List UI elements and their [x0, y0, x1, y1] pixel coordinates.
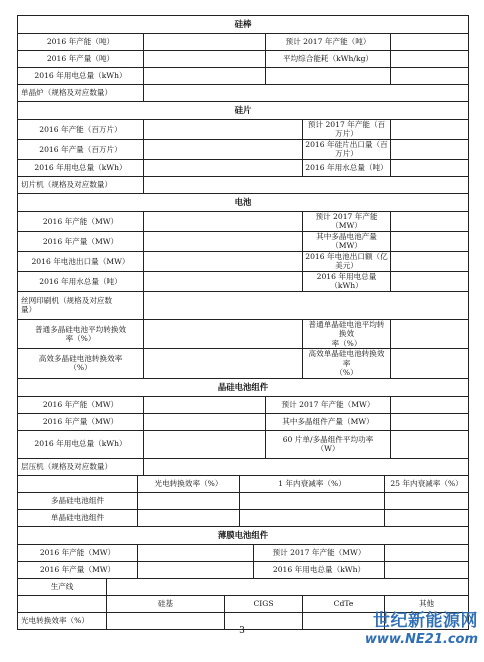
- label-line: 普通多晶硅电池平均转换效: [34, 324, 127, 334]
- field-module-mono-decay-25y[interactable]: [385, 509, 469, 526]
- label-line: （%）: [335, 368, 358, 378]
- field-module-laminator[interactable]: [144, 458, 469, 475]
- label-cell-export-qty: 2016 年电池出口量（MW）: [18, 251, 144, 271]
- label-cell-printer: [18, 291, 144, 319]
- label-cell-output-2016: 2016 年产量（MW）: [18, 231, 144, 251]
- label-cell-export-value: 2016 年电池出口额（亿美元）: [303, 251, 391, 271]
- blank-cell: [391, 68, 469, 85]
- col-header-module-efficiency: 光电转换效率（%）: [138, 475, 240, 492]
- field-thin-output-2016[interactable]: [138, 561, 254, 578]
- label-cell-capacity-2017: 预计 2017 年产能（MW）: [303, 211, 391, 231]
- label-module-mono-row: 单晶硅电池组件: [18, 509, 138, 526]
- label-module-multi-output: 其中多晶组件产量（MW）: [266, 413, 391, 430]
- field-thin-line[interactable]: [107, 578, 469, 595]
- field-module-capacity-2017[interactable]: [391, 396, 469, 413]
- label-module-capacity-2016: 2016 年产能（MW）: [18, 396, 144, 413]
- field-module-multi-decay-1y[interactable]: [240, 492, 385, 509]
- field-cell-multi-output[interactable]: [391, 231, 469, 251]
- field-rod-power-2016[interactable]: [144, 68, 266, 85]
- field-cell-export-value[interactable]: [391, 251, 469, 271]
- blank-cell: [18, 475, 138, 492]
- field-module-mono-decay-1y[interactable]: [240, 509, 385, 526]
- col-header-thin-si: 硅基: [107, 595, 225, 612]
- page-number: 3: [239, 626, 245, 636]
- section-title-cell: 电池: [18, 193, 469, 211]
- label-module-60cell-power: [266, 430, 391, 458]
- label-cell-std-mono-eff: [303, 319, 391, 348]
- field-module-multi-decay-25y[interactable]: [385, 492, 469, 509]
- field-cell-export-qty[interactable]: [144, 251, 303, 271]
- label-thin-power-2016: 2016 年用电总量（kWh）: [254, 561, 385, 578]
- field-wafer-capacity-2017[interactable]: [391, 120, 469, 140]
- field-cell-hi-multi-eff[interactable]: [144, 349, 303, 378]
- field-cell-capacity-2017[interactable]: [391, 211, 469, 231]
- label-line: 高效多晶硅电池转换效率: [38, 354, 123, 363]
- watermark-url: www.NE21.com: [364, 632, 478, 647]
- blank-cell: [266, 68, 391, 85]
- field-wafer-export-2016[interactable]: [391, 139, 469, 159]
- label-wafer-export-2016: 2016 年硅片出口量（百万片）: [303, 139, 391, 159]
- label-line: 普通单晶硅电池平均转换效: [308, 319, 385, 339]
- field-wafer-slicer[interactable]: [144, 176, 469, 193]
- label-cell-std-multi-eff: [18, 319, 144, 348]
- label-cell-multi-output: 其中多晶电池产量（MW）: [303, 231, 391, 251]
- label-wafer-output-2016: 2016 年产量（百万片）: [18, 139, 144, 159]
- label-line: （%）: [69, 363, 92, 373]
- label-line: 量）: [21, 305, 37, 315]
- label-cell-capacity-2016: 2016 年产能（MW）: [18, 211, 144, 231]
- label-line: 丝网印刷机（规格及对应数: [21, 295, 113, 305]
- field-cell-output-2016[interactable]: [144, 231, 303, 251]
- label-line: （W）: [316, 444, 340, 454]
- field-rod-furnace[interactable]: [144, 85, 469, 102]
- section-title-wafer: 硅片: [18, 102, 469, 120]
- label-thin-line: 生产线: [18, 578, 107, 595]
- field-thin-capacity-2017[interactable]: [385, 544, 469, 561]
- field-cell-hi-mono-eff[interactable]: [391, 349, 469, 378]
- field-thin-power-2016[interactable]: [385, 561, 469, 578]
- col-header-thin-cigs: CIGS: [225, 595, 303, 612]
- field-cell-std-multi-eff[interactable]: [144, 319, 303, 348]
- label-rod-capacity-2017: 预计 2017 年产能（吨）: [266, 34, 391, 51]
- label-thin-capacity-2017: 预计 2017 年产能（MW）: [254, 544, 385, 561]
- field-module-capacity-2016[interactable]: [144, 396, 266, 413]
- field-cell-power-2016[interactable]: [391, 271, 469, 291]
- label-module-power-2016: 2016 年用电总量（kWh）: [18, 430, 144, 458]
- col-header-thin-other: 其他: [385, 595, 469, 612]
- label-wafer-power-2016: 2016 年用电总量（kWh）: [18, 159, 144, 176]
- field-module-multi-efficiency[interactable]: [138, 492, 240, 509]
- blank-cell: [18, 595, 107, 612]
- label-thin-capacity-2016: 2016 年产能（MW）: [18, 544, 138, 561]
- field-rod-output-2016[interactable]: [144, 51, 266, 68]
- field-wafer-capacity-2016[interactable]: [144, 120, 303, 140]
- field-cell-water-2016[interactable]: [144, 271, 303, 291]
- label-cell-hi-mono-eff: [303, 349, 391, 378]
- survey-form: [17, 15, 469, 630]
- field-cell-std-mono-eff[interactable]: [391, 319, 469, 348]
- field-module-mono-efficiency[interactable]: [138, 509, 240, 526]
- field-module-output-2016[interactable]: [144, 413, 266, 430]
- label-cell-water-2016: 2016 年用水总量（吨）: [18, 271, 144, 291]
- field-module-power-2016[interactable]: [144, 430, 266, 458]
- field-module-60cell-power[interactable]: [391, 430, 469, 458]
- field-rod-capacity-2016[interactable]: [144, 34, 266, 51]
- col-header-module-decay-25y: 25 年内衰减率（%）: [385, 475, 469, 492]
- field-wafer-output-2016[interactable]: [144, 139, 303, 159]
- field-rod-avg-energy[interactable]: [391, 51, 469, 68]
- label-line: 高效单晶硅电池转换效率: [308, 349, 385, 368]
- label-wafer-capacity-2016: 2016 年产能（百万片）: [18, 120, 144, 140]
- label-wafer-capacity-2017: 预计 2017 年产能（百万片）: [303, 120, 391, 140]
- field-rod-capacity-2017[interactable]: [391, 34, 469, 51]
- label-module-output-2016: 2016 年产量（MW）: [18, 413, 144, 430]
- label-module-multi-row: 多晶硅电池组件: [18, 492, 138, 509]
- label-module-laminator: 层压机（规格及对应数量）: [18, 458, 144, 475]
- label-thin-efficiency: 光电转换效率（%）: [18, 612, 107, 629]
- label-wafer-slicer: 切片机（规格及对应数量）: [18, 176, 144, 193]
- field-wafer-power-2016[interactable]: [144, 159, 303, 176]
- site-watermark: [358, 606, 478, 656]
- label-rod-power-2016: 2016 年用电总量（kWh）: [18, 68, 144, 85]
- section-title-thin-film: 薄膜电池组件: [18, 526, 469, 544]
- section-title-silicon-rod: 硅棒: [18, 16, 469, 34]
- col-header-module-decay-1y: 1 年内衰减率（%）: [240, 475, 385, 492]
- section-title-module: 晶硅电池组件: [18, 378, 469, 396]
- label-line: 60 片单/多晶组件平均功率: [282, 434, 374, 444]
- field-module-multi-output[interactable]: [391, 413, 469, 430]
- field-cell-capacity-2016[interactable]: [144, 211, 303, 231]
- field-cell-printer[interactable]: [144, 291, 469, 319]
- label-cell-power-2016: 2016 年用电总量（kWh）: [303, 271, 391, 291]
- label-rod-capacity-2016: 2016 年产能（吨）: [18, 34, 144, 51]
- field-wafer-water-2016[interactable]: [391, 159, 469, 176]
- field-thin-capacity-2016[interactable]: [138, 544, 254, 561]
- label-line: 率（%）: [65, 334, 96, 344]
- label-rod-furnace: 单晶炉（规格及对应数量）: [18, 85, 144, 102]
- label-thin-output-2016: 2016 年产量（MW）: [18, 561, 138, 578]
- label-line: 率（%）: [331, 338, 362, 348]
- watermark-title: 世纪新能源网: [373, 611, 478, 631]
- label-rod-output-2016: 2016 年产量（吨）: [18, 51, 144, 68]
- label-cell-hi-multi-eff: [18, 349, 144, 378]
- col-header-thin-cdte: CdTe: [303, 595, 385, 612]
- label-wafer-water-2016: 2016 年用水总量（吨）: [303, 159, 391, 176]
- label-rod-avg-energy: 平均综合能耗（kWh/kg）: [266, 51, 391, 68]
- label-module-capacity-2017: 预计 2017 年产能（MW）: [266, 396, 391, 413]
